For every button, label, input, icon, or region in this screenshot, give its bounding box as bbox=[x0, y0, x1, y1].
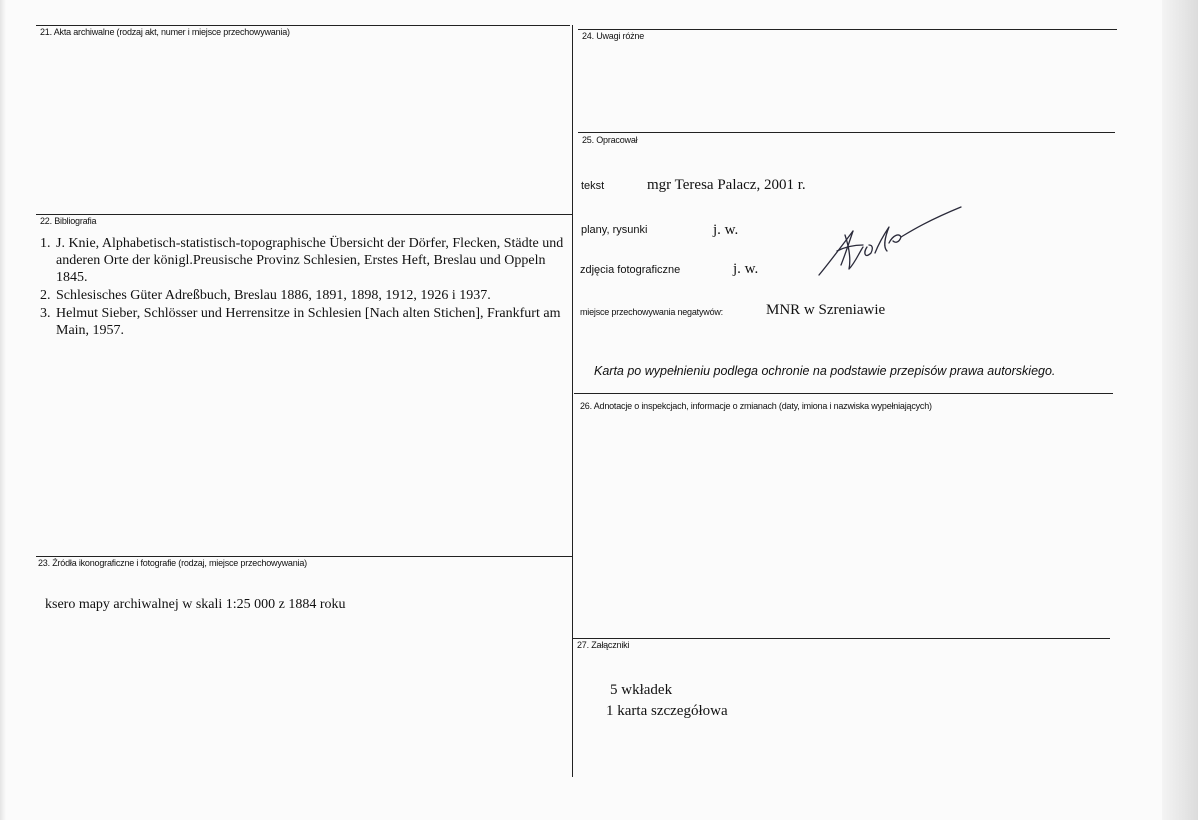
list-item-number: 1. bbox=[40, 236, 51, 251]
rule-s26 bbox=[574, 393, 1113, 394]
signature-stroke-7 bbox=[889, 235, 901, 243]
s25-plany-label: plany, rysunki bbox=[581, 224, 648, 236]
s25-zdjecia-label: zdjęcia fotograficzne bbox=[580, 264, 681, 276]
list-item-text: J. Knie, Alphabetisch-statistisch-topographische Übersicht der Dörfer, Flecken, Städte und anderen Orte der königl.Preusische Provinz Schlesien, Erstes Heft, Breslau und Oppeln 1845. bbox=[56, 236, 564, 285]
s25-plany-value: j. w. bbox=[713, 222, 739, 238]
list-item-number: 2. bbox=[40, 288, 51, 303]
list-item bbox=[38, 287, 568, 304]
s25-negatywy-value: MNR w Szreniawie bbox=[766, 302, 886, 318]
s25-tekst-value: mgr Teresa Palacz, 2001 r. bbox=[647, 177, 806, 193]
signature-stroke-5 bbox=[865, 245, 872, 255]
rule-center-divider bbox=[572, 25, 573, 777]
signature-stroke-6 bbox=[875, 227, 889, 253]
list-item bbox=[38, 305, 568, 339]
s25-tekst-label: tekst bbox=[581, 180, 605, 192]
s27-line-2: 1 karta szczegółowa bbox=[606, 703, 728, 719]
list-item-number: 3. bbox=[40, 306, 51, 321]
s26-label: 26. Adnotacje o inspekcjach, informacje o zmianach (daty, imiona i nazwiska wypełniających) bbox=[580, 401, 932, 411]
signature-stroke-1 bbox=[819, 231, 853, 275]
signature-icon bbox=[815, 203, 965, 281]
scan-edge-right bbox=[1162, 0, 1198, 820]
bibliography-list bbox=[38, 235, 568, 340]
list-item-text: Helmut Sieber, Schlösser und Herrensitze in Schlesien [Nach alten Stichen], Frankfurt am Main, 1957. bbox=[56, 306, 561, 338]
s22-label: 22. Bibliografia bbox=[40, 216, 97, 226]
s23-label: 23. Źródła ikonograficzne i fotografie (rodzaj, miejsce przechowywania) bbox=[38, 558, 307, 568]
s23-text: ksero mapy archiwalnej w skali 1:25 000 z 1884 roku bbox=[45, 597, 346, 612]
rule-s23 bbox=[36, 556, 572, 557]
s25-copyright-note: Karta po wypełnieniu podlega ochronie na podstawie przepisów prawa autorskiego. bbox=[594, 364, 1056, 378]
signature-stroke-8 bbox=[901, 207, 961, 237]
s21-label: 21. Akta archiwalne (rodzaj akt, numer i miejsce przechowywania) bbox=[40, 27, 290, 37]
list-item-text: Schlesisches Güter Adreßbuch, Breslau 1886, 1891, 1898, 1912, 1926 i 1937. bbox=[56, 288, 491, 303]
signature-stroke-4 bbox=[845, 235, 863, 269]
rule-top-right bbox=[578, 29, 1117, 30]
rule-top-left bbox=[36, 25, 570, 26]
rule-s25 bbox=[578, 132, 1115, 133]
s25-negatywy-label: miejsce przechowywania negatywów: bbox=[580, 307, 723, 317]
scan-edge-left bbox=[0, 0, 6, 820]
list-item bbox=[38, 235, 568, 286]
s25-label: 25. Opracował bbox=[582, 135, 638, 145]
s27-line-1: 5 wkładek bbox=[610, 682, 673, 698]
s27-label: 27. Załączniki bbox=[577, 640, 630, 650]
s25-zdjecia-value: j. w. bbox=[733, 261, 759, 277]
rule-s27 bbox=[572, 638, 1110, 639]
s24-label: 24. Uwagi różne bbox=[582, 31, 645, 41]
rule-s22 bbox=[36, 214, 572, 215]
